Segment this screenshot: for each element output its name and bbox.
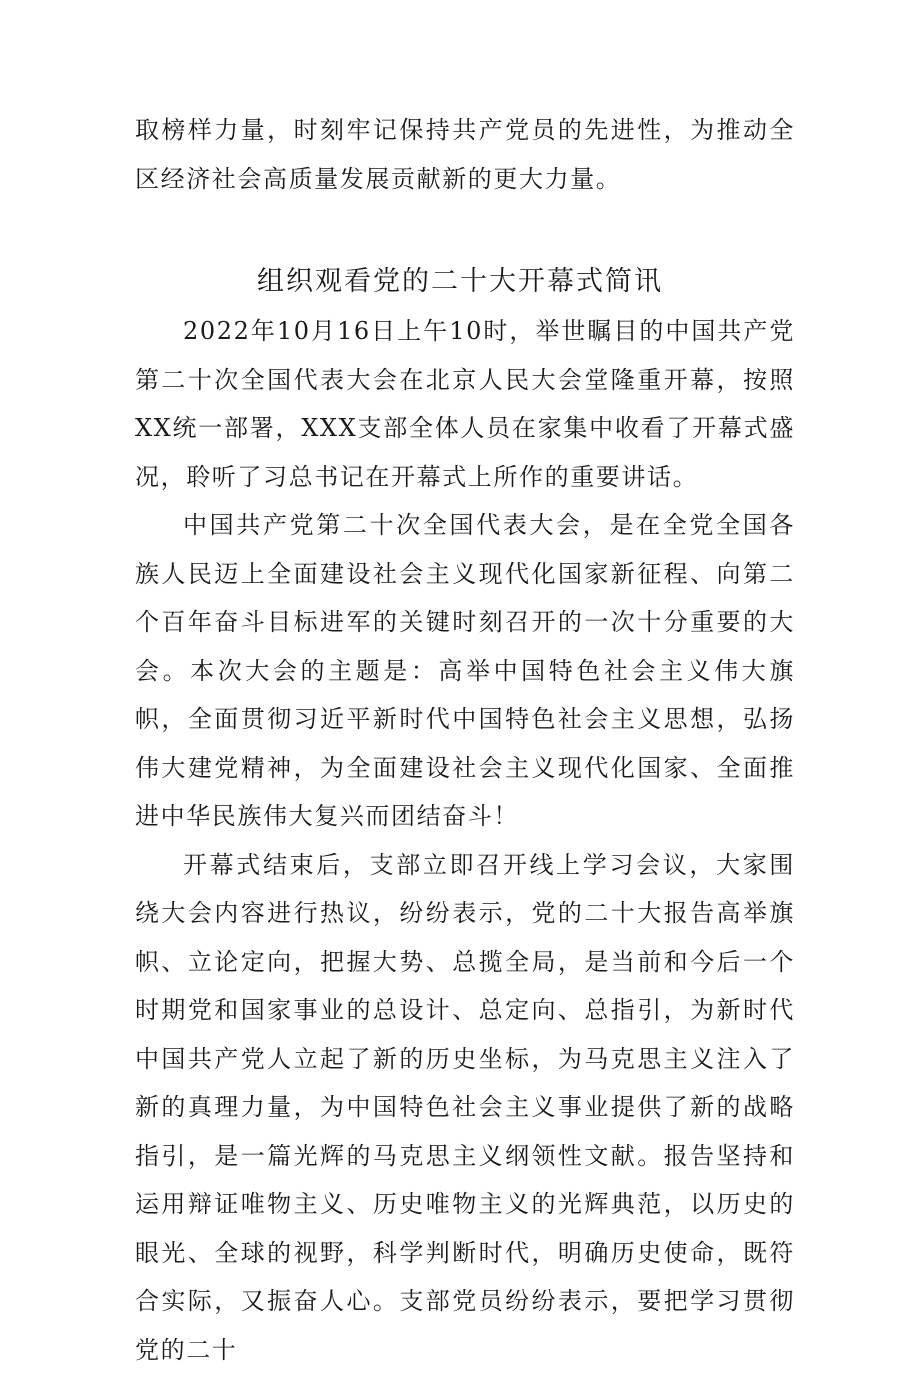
paragraph-2: 中国共产党第二十次全国代表大会，是在全党全国各族人民迈上全面建设社会主义现代化国家新征程、向第二个百年奋斗目标进军的关键时刻召开的一次十分重要的大会。本次大会的主题是：高举中国特色社会主义伟大旗帜，全面贯彻习近平新时代中国特色社会主义思想，弘扬伟大建党精神，为全面建设社会主义现代化国家、全面推进中华民族伟大复兴而团结奋斗！ <box>135 501 795 841</box>
paragraph-3: 开幕式结束后，支部立即召开线上学习会议，大家围绕大会内容进行热议，纷纷表示，党的二十大报告高举旗帜、立论定向，把握大势、总揽全局，是当前和今后一个时期党和国家事业的总设计、总定向、总指引，为新时代中国共产党人立起了新的历史坐标，为马克思主义注入了新的真理力量，为中国特色社会主义事业提供了新的战略指引，是一篇光辉的马克思主义纲领性文献。报告坚持和运用辩证唯物主义、历史唯物主义的光辉典范，以历史的眼光、全球的视野，科学判断时代，明确历史使命，既符合实际，又振奋人心。支部党员纷纷表示，要把学习贯彻党的二十 <box>135 841 795 1374</box>
paragraph-1: 2022年10月16日上午10时，举世瞩目的中国共产党第二十次全国代表大会在北京人民大会堂隆重开幕，按照XX统一部署，XXX支部全体人员在家集中收看了开幕式盛况，聆听了习总书记在开幕式上所作的重要讲话。 <box>135 307 795 501</box>
article-body <box>135 307 795 1374</box>
continuation-paragraph: 取榜样力量，时刻牢记保持共产党员的先进性，为推动全区经济社会高质量发展贡献新的更大力量。 <box>135 106 795 203</box>
page-title: 组织观看党的二十大开幕式简讯 <box>0 258 920 306</box>
